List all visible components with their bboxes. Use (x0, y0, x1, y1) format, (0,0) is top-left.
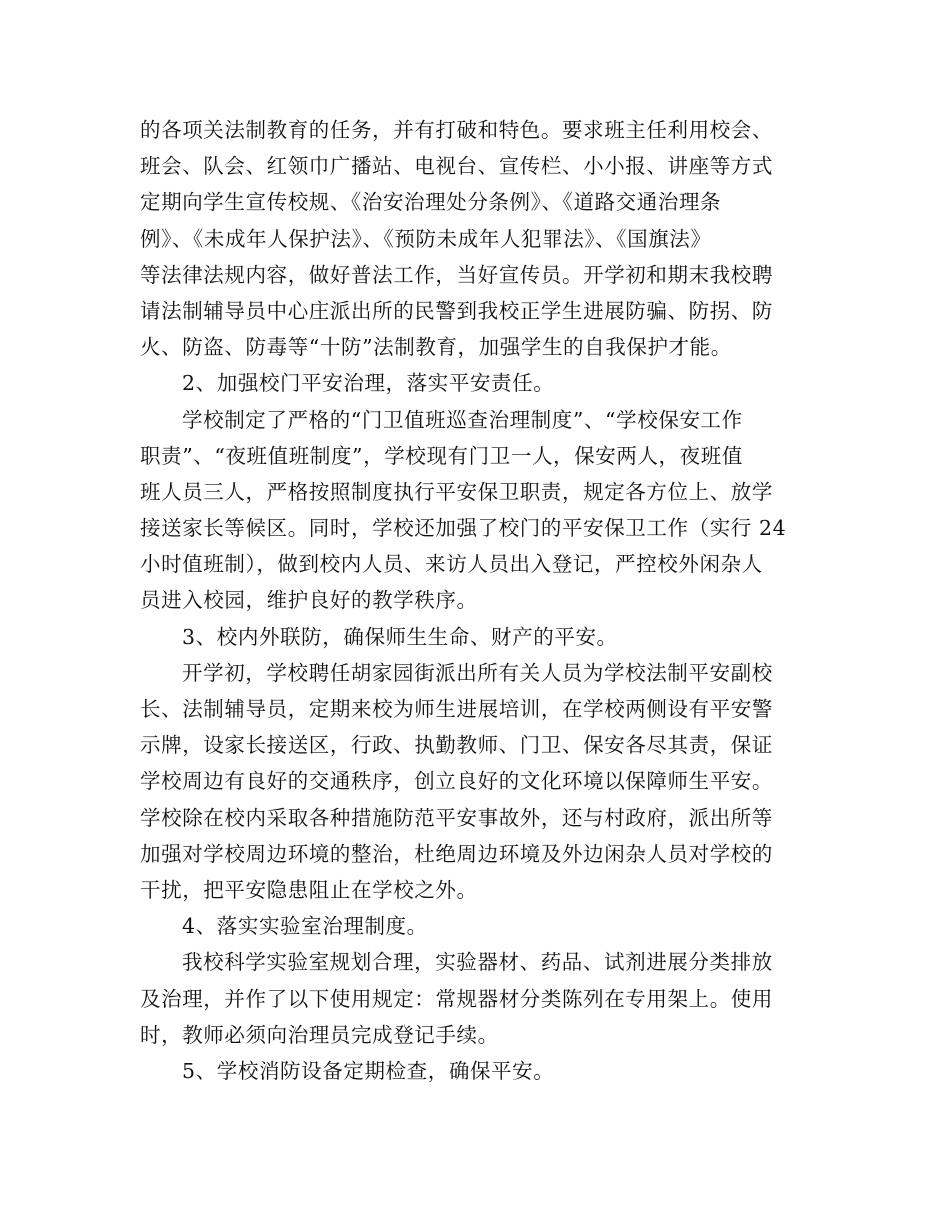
text-line: 员进入校园，维护良好的教学秩序。 (140, 588, 478, 613)
text-line: 干扰，把平安隐患阻止在学校之外。 (140, 877, 478, 902)
text-line: 4、落实实验室治理制度。 (182, 914, 428, 939)
text-line: 加强对学校周边环境的整治，杜绝周边环境及外边闲杂人员对学校的 (140, 841, 773, 866)
text-line: 3、校内外联防，确保师生生命、财产的平安。 (182, 624, 618, 649)
text-line: 等法律法规内容，做好普法工作，当好宣传员。开学初和期末我校聘 (140, 262, 773, 287)
text-line: 示牌，设家长接送区，行政、执勤教师、门卫、保安各尽其责，保证 (140, 733, 773, 758)
text-line: 时，教师必须向治理员完成登记手续。 (140, 1022, 499, 1047)
text-line: 开学初，学校聘任胡家园街派出所有关人员为学校法制平安副校 (182, 660, 773, 685)
text-line: 及治理，并作了以下使用规定：常规器材分类陈列在专用架上。使用 (140, 986, 773, 1011)
text-line: 小时值班制），做到校内人员、来访人员出入登记，严控校外闲杂人 (140, 552, 763, 577)
document-body (140, 112, 820, 1089)
text-line: 例》、《未成年人保护法》、《预防未成年人犯罪法》、《国旗法》 (140, 226, 712, 251)
text-line: 5、学校消防设备定期检查，确保平安。 (182, 1058, 555, 1083)
text-line: 我校科学实验室规划合理，实验器材、药品、试剂进展分类排放 (182, 950, 773, 975)
text-line: 长、法制辅导员，定期来校为师生进展培训，在学校两侧设有平安警 (140, 697, 773, 721)
text-line: 请法制辅导员中心庄派出所的民警到我校正学生进展防骗、防拐、防 (140, 298, 773, 323)
text-line: 接送家长等候区。同时，学校还加强了校门的平安保卫工作（实行 24 (140, 516, 787, 541)
text-line: 的各项关法制教育的任务，并有打破和特色。要求班主任利用校会、 (140, 118, 773, 142)
text-line: 学校制定了严格的“门卫值班巡查治理制度”、“学校保安工作 (182, 407, 743, 432)
text-line: 学校除在校内采取各种措施防范平安事故外，还与村政府，派出所等 (140, 805, 773, 830)
text-line: 火、防盗、防毒等“十防”法制教育，加强学生的自我保护才能。 (140, 335, 732, 360)
text-line: 班人员三人，严格按照制度执行平安保卫职责，规定各方位上、放学 (140, 479, 773, 504)
text-line: 班会、队会、红领巾广播站、电视台、宣传栏、小小报、讲座等方式 (140, 154, 773, 179)
text-line: 2、加强校门平安治理，落实平安责任。 (182, 371, 555, 396)
text-line: 学校周边有良好的交通秩序，创立良好的文化环境以保障师生平安。 (140, 769, 773, 794)
text-line: 职责”、“夜班值班制度”，学校现有门卫一人，保安两人，夜班值 (140, 443, 743, 468)
text-line: 定期向学生宣传校规、《治安治理处分条例》、《道路交通治理条 (140, 190, 722, 215)
